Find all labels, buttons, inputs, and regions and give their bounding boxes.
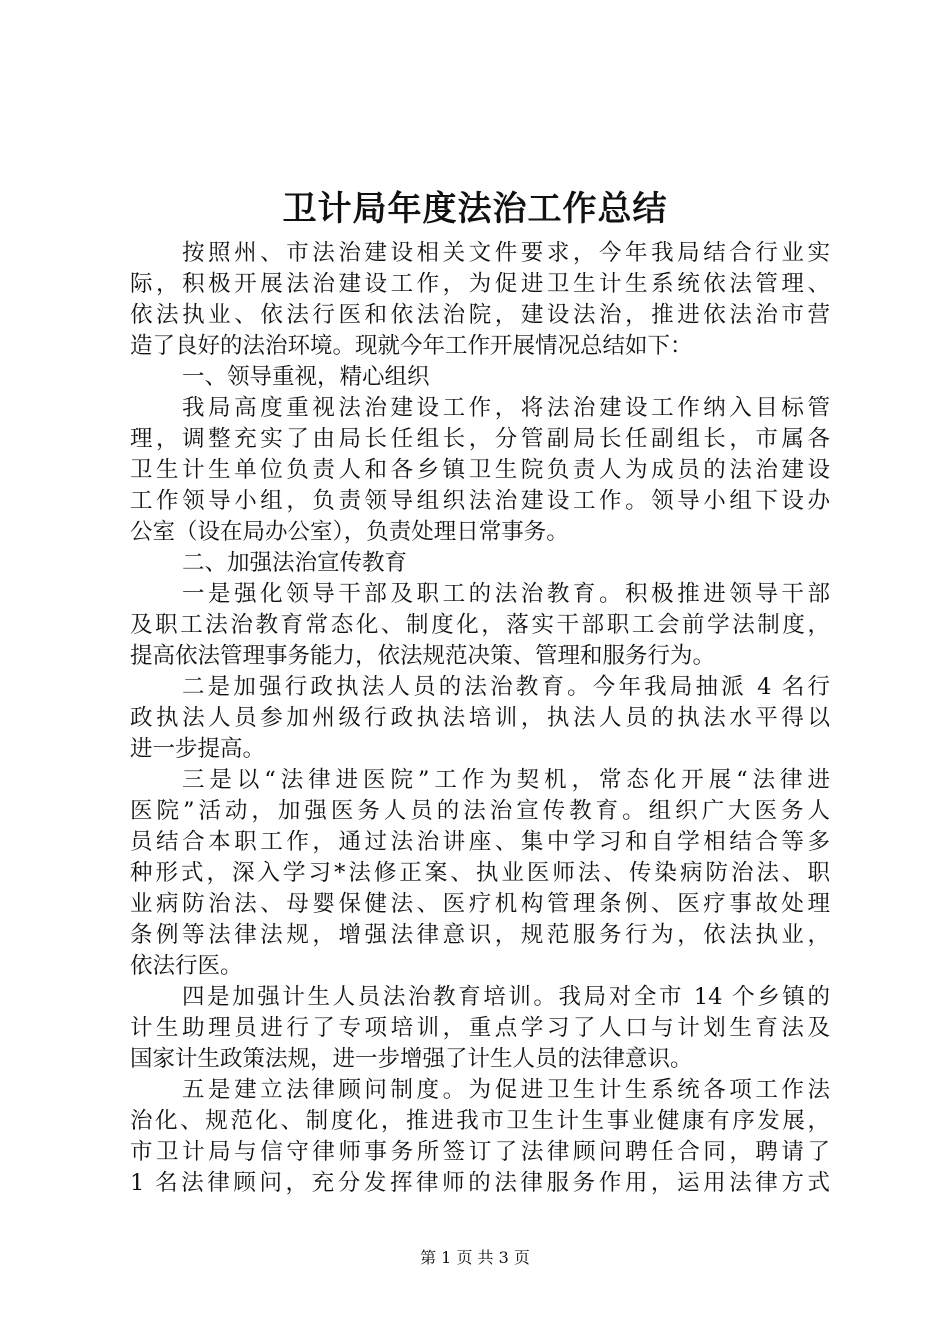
paragraph-line: 造了良好的法治环境。现就今年工作开展情况总结如下： bbox=[130, 333, 693, 359]
paragraph-line: 种形式，深入学习*法修正案、执业医师法、传染病防治法、职 bbox=[130, 860, 830, 886]
section-heading: 二、加强法治宣传教育 bbox=[182, 550, 408, 576]
paragraph-line: 依法执业、依法行医和依法治院，建设法治，推进依法治市营 bbox=[130, 302, 830, 328]
paragraph-line: 计生助理员进行了专项培训，重点学习了人口与计划生育法及 bbox=[130, 1015, 830, 1041]
paragraph-line: 工作领导小组，负责领导组织法治建设工作。领导小组下设办 bbox=[130, 488, 830, 514]
paragraph-line: 四是加强计生人员法治教育培训。我局对全市 14 个乡镇的 bbox=[182, 984, 830, 1010]
paragraph-line: 际，积极开展法治建设工作，为促进卫生计生系统依法管理、 bbox=[130, 271, 830, 297]
paragraph-line: 政执法人员参加州级行政执法培训，执法人员的执法水平得以 bbox=[130, 705, 830, 731]
paragraph-line: 医院”活动，加强医务人员的法治宣传教育。组织广大医务人 bbox=[130, 798, 830, 824]
paragraph-line: 1 名法律顾问，充分发挥律师的法律服务作用，运用法律方式 bbox=[130, 1170, 830, 1196]
paragraph-line: 治化、规范化、制度化，推进我市卫生计生事业健康有序发展， bbox=[130, 1108, 830, 1134]
paragraph-line: 理，调整充实了由局长任组长，分管副局长任副组长，市属各 bbox=[130, 426, 830, 452]
paragraph-line: 业病防治法、母婴保健法、医疗机构管理条例、医疗事故处理 bbox=[130, 891, 830, 917]
paragraph-line: 卫生计生单位负责人和各乡镇卫生院负责人为成员的法治建设 bbox=[130, 457, 830, 483]
paragraph-line: 市卫计局与信守律师事务所签订了法律顾问聘任合同，聘请了 bbox=[130, 1139, 830, 1165]
paragraph-line: 按照州、市法治建设相关文件要求，今年我局结合行业实 bbox=[182, 240, 830, 266]
paragraph-line: 一是强化领导干部及职工的法治教育。积极推进领导干部 bbox=[182, 581, 830, 607]
paragraph-line: 员结合本职工作，通过法治讲座、集中学习和自学相结合等多 bbox=[130, 829, 830, 855]
section-heading: 一、领导重视，精心组织 bbox=[182, 364, 430, 390]
paragraph-line: 依法行医。 bbox=[130, 953, 243, 979]
document-title: 卫计局年度法治工作总结 bbox=[282, 189, 668, 229]
paragraph-line: 条例等法律法规，增强法律意识，规范服务行为，依法执业， bbox=[130, 922, 830, 948]
paragraph-line: 及职工法治教育常态化、制度化，落实干部职工会前学法制度， bbox=[130, 612, 830, 638]
paragraph-line: 我局高度重视法治建设工作，将法治建设工作纳入目标管 bbox=[182, 395, 830, 421]
paragraph-line: 进一步提高。 bbox=[130, 736, 266, 762]
paragraph-line: 国家计生政策法规，进一步增强了计生人员的法律意识。 bbox=[130, 1046, 693, 1072]
document-body bbox=[130, 238, 830, 1199]
paragraph-line: 五是建立法律顾问制度。为促进卫生计生系统各项工作法 bbox=[182, 1077, 830, 1103]
paragraph-line: 二是加强行政执法人员的法治教育。今年我局抽派 4 名行 bbox=[182, 674, 830, 700]
paragraph-line: 三是以“法律进医院”工作为契机，常态化开展“法律进 bbox=[182, 767, 830, 793]
paragraph-line: 提高依法管理事务能力，依法规范决策、管理和服务行为。 bbox=[130, 643, 716, 669]
page-number-footer: 第 1 页 共 3 页 bbox=[420, 1248, 530, 1267]
paragraph-line: 公室（设在局办公室），负责处理日常事务。 bbox=[130, 519, 569, 545]
